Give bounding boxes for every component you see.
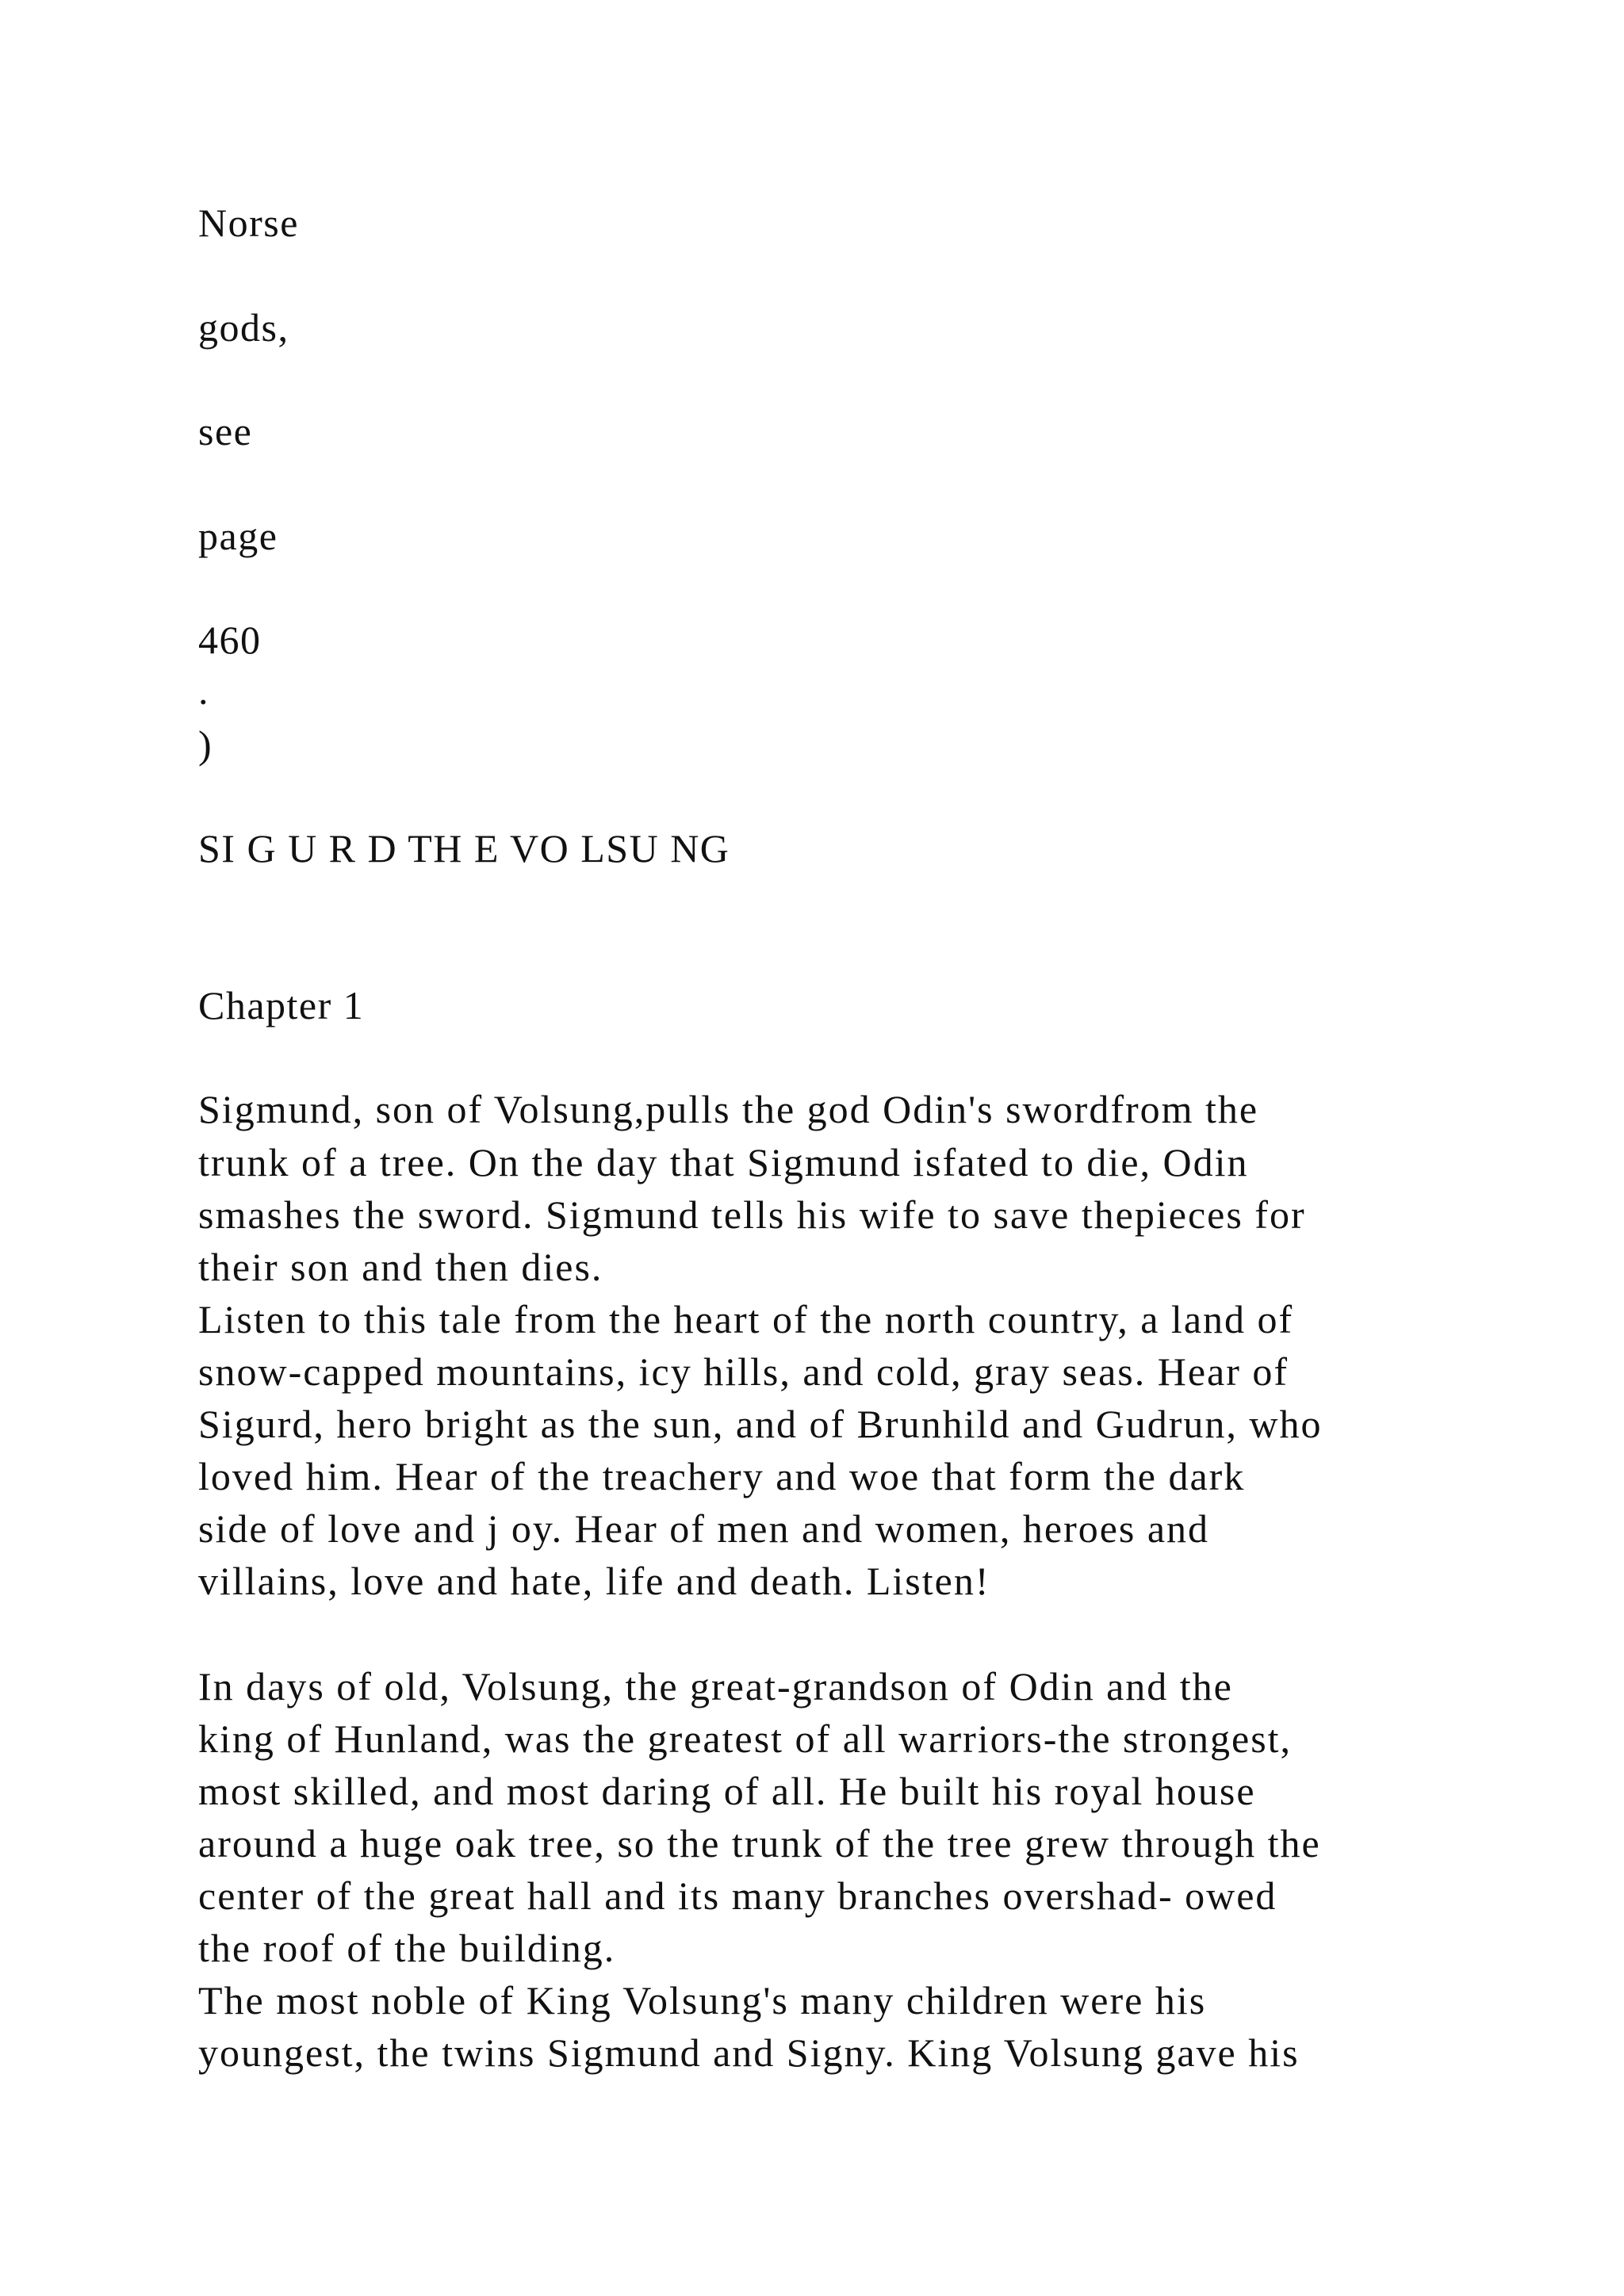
header-fragment-period: .: [198, 668, 209, 713]
paragraph-line: king of Hunland, was the greatest of all warriors-the strongest,: [198, 1716, 1293, 1761]
paragraph-line: loved him. Hear of the treachery and woe that form the dark: [198, 1454, 1246, 1498]
paragraph-line: snow-capped mountains, icy hills, and cold, gray seas. Hear of: [198, 1349, 1289, 1394]
header-fragment-see: see: [198, 409, 253, 453]
header-fragment-gods: gods,: [198, 305, 289, 350]
paragraph-line: most skilled, and most daring of all. He built his royal house: [198, 1769, 1256, 1813]
header-fragment-page-number: 460: [198, 618, 262, 662]
paragraph-line: side of love and j oy. Hear of men and women, heroes and: [198, 1506, 1210, 1551]
summary-line: their son and then dies.: [198, 1245, 603, 1289]
paragraph-line: In days of old, Volsung, the great-grandson of Odin and the: [198, 1664, 1233, 1709]
summary-line: smashes the sword. Sigmund tells his wife to save thepieces for: [198, 1192, 1306, 1237]
header-fragment-paren: ): [198, 722, 213, 767]
document-page: [198, 0, 1546, 2296]
story-title: SI G U R D TH E VO LSU NG: [198, 826, 730, 871]
header-fragment-page: page: [198, 514, 278, 558]
paragraph-line: the roof of the building.: [198, 1926, 616, 1970]
chapter-heading: Chapter 1: [198, 983, 365, 1027]
paragraph-line: Sigurd, hero bright as the sun, and of Brunhild and Gudrun, who: [198, 1402, 1323, 1446]
summary-line: trunk of a tree. On the day that Sigmund isfated to die, Odin: [198, 1140, 1249, 1184]
paragraph-line: villains, love and hate, life and death. Listen!: [198, 1559, 990, 1603]
paragraph-line: youngest, the twins Sigmund and Signy. King Volsung gave his: [198, 2030, 1300, 2075]
paragraph-line: Listen to this tale from the heart of the north country, a land of: [198, 1297, 1294, 1341]
header-fragment-norse: Norse: [198, 201, 299, 245]
summary-line: Sigmund, son of Volsung,pulls the god Odin's swordfrom the: [198, 1087, 1259, 1131]
paragraph-line: center of the great hall and its many branches overshad- owed: [198, 1873, 1277, 1918]
paragraph-line: around a huge oak tree, so the trunk of the tree grew through the: [198, 1821, 1321, 1866]
paragraph-line: The most noble of King Volsung's many children were his: [198, 1978, 1207, 2022]
